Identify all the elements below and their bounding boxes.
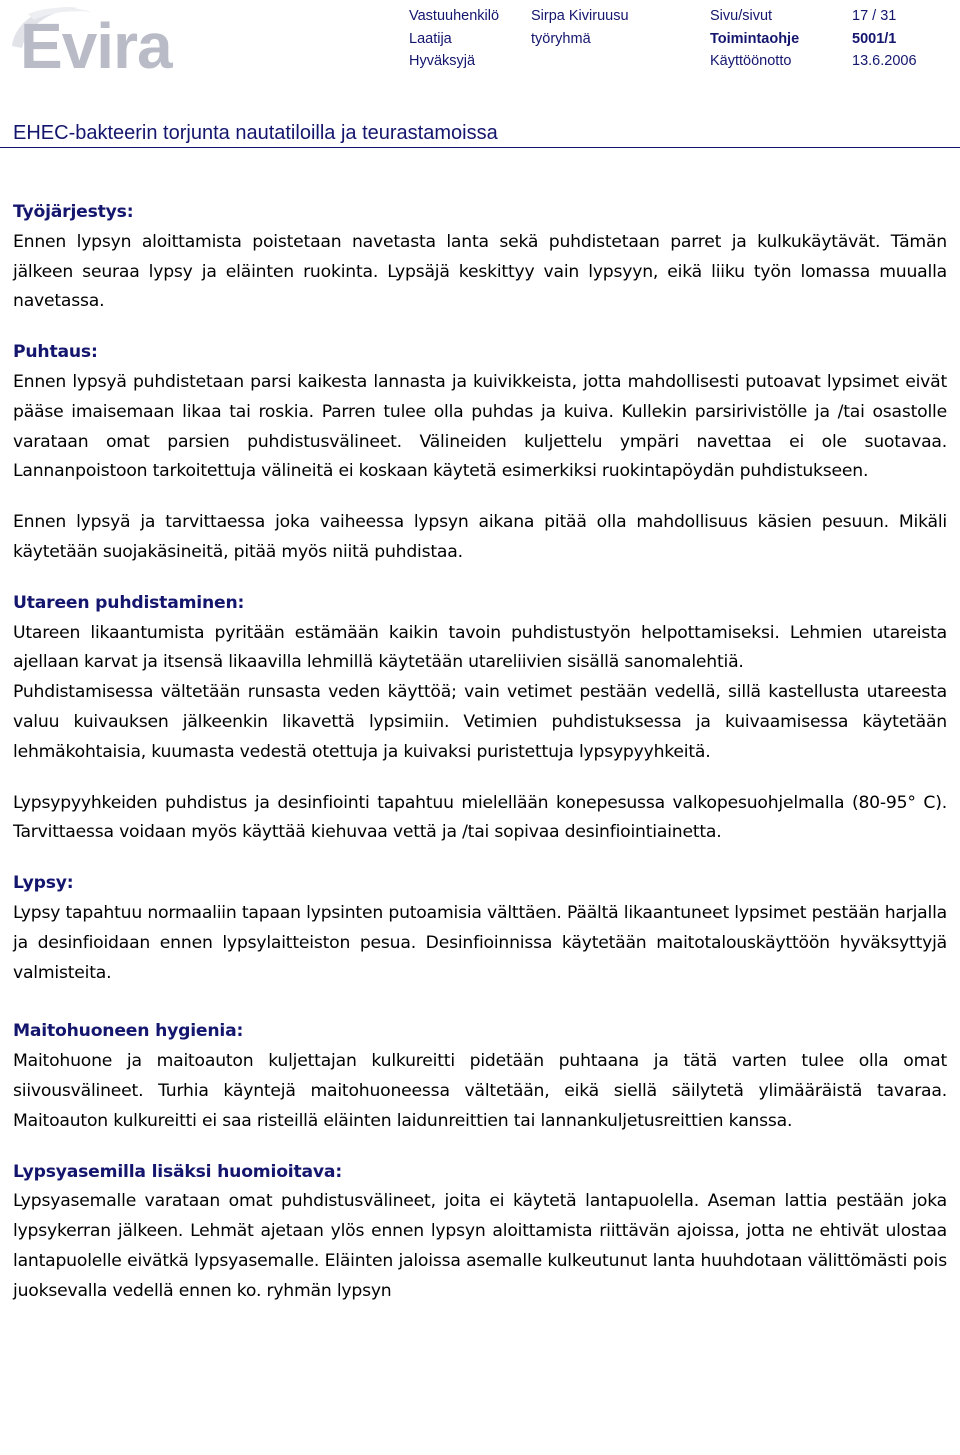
header-value-responsible: Sirpa Kiviruusu [531, 8, 629, 24]
section-body-puhtaus-2: Ennen lypsyä ja tarvittaessa joka vaiheessa lypsyn aikana pitää olla mahdollisuus käsien pesuun. Mikäli käytetään suojakäsineitä, pitää myös niitä puhdistaa. [13, 512, 947, 562]
section-heading-tyojarjestys: Työjärjestys: [13, 202, 134, 222]
document-body [13, 198, 947, 1307]
section-heading-puhtaus: Puhtaus: [13, 342, 98, 363]
logo-wordmark: Evira [20, 10, 172, 78]
header-label-effective: Käyttöönotto [710, 53, 792, 69]
document-title: EHEC-bakteerin torjunta nautatiloilla ja teurastamoissa [13, 122, 498, 144]
header-label-responsible: Vastuuhenkilö [409, 8, 500, 24]
header-label-author: Laatija [409, 31, 452, 47]
header-doc-type: Toimintaohje [710, 31, 800, 47]
section-body-utareen-3: Lypsypyyhkeiden puhdistus ja desinfiointi tapahtuu mielellään konepesussa valkopesuohjelmalla (80-95° C). Tarvittaessa voidaan myös käyttää kiehuvaa vettä ja /tai sopivaa desinfiointiainetta. [13, 792, 947, 843]
section-body-lypsyasema: Lypsyasemalle varataan omat puhdistusvälineet, joita ei käytetä lantapuolella. Aseman lattia pestään joka lypsykerran jälkeen. Lehmät ajetaan ylös ennen lypsyn aloittamista riittävän ajoissa, jotta ne ehtivät ulostaa lantapuolelle eivätkä lypsyasemalle. Eläinten jaloissa asemalle kulkeutunut lanta huuhdotaan välittömästi pois juoksevalla vedellä ennen ko. ryhmän lypsyn [13, 1191, 947, 1301]
section-body-puhtaus: Ennen lypsyä puhdistetaan parsi kaikesta lannasta ja kuivikkeista, jotta mahdollisesti putoavat lypsimet eivät pääse imaisemaan likaa tai roskia. Parren tulee olla puhdas ja kuiva. Kullekin parsirivistölle ja /tai osastolle varataan omat parsien puhdistusvälineet. Välineiden kuljettelu ympäri navettaa ei ole suotavaa. Lannanpoistoon tarkoitettuja välineitä ei koskaan käytetä esimerkiksi ruokintapöydän puhdistukseen. [13, 371, 947, 482]
section-heading-lypsyasema: Lypsyasemilla lisäksi huomioitava: [13, 1161, 342, 1182]
section-body-utareen-2: Puhdistamisessa vältetään runsasta veden käyttöä; vain vetimet pestään vedellä, sillä kastellusta utareesta valuu kuivauksen jälkeenkin likavettä lypsimiin. Vetimien puhdistuksessa ja kuivaamisessa käytetään lehmäkohtaisia, kuumasta vedestä otettuja ja kuivaksi puristettuja lypsypyyhkeitä. [13, 682, 947, 762]
section-heading-lypsy: Lypsy: [13, 873, 74, 894]
header-label-approver: Hyväksyjä [409, 53, 476, 69]
section-body-tyojarjestys: Ennen lypsyn aloittamista poistetaan navetasta lanta sekä puhdistetaan parret ja kulkukäytävät. Tämän jälkeen seuraa lypsy ja eläinten ruokinta. Lypsäjä keskittyy vain lypsyyn, eikä liiku työn lomassa muualla navetassa. [13, 231, 947, 312]
evira-logo [8, 2, 268, 78]
header-label-pages: Sivu/sivut [710, 8, 773, 24]
section-body-lypsy: Lypsy tapahtuu normaaliin tapaan lypsinten putoamisia välttäen. Päältä likaantuneet lypsimet pestään harjalla ja desinfioidaan ennen lypsylaitteiston pesua. Desinfioinnissa käytetään maitotalouskäyttöön hyväksyttyjä valmisteita. [13, 902, 947, 983]
header-doc-number: 5001/1 [852, 31, 897, 47]
header-value-author: työryhmä [531, 31, 591, 47]
section-body-utareen: Utareen likaantumista pyritään estämään kaikin tavoin puhdistustyön helpottamiseksi. Lehmien utareista ajellaan karvat ja itsensä likaavilla lehmillä käytetään utareliivien sisällä sanomalehtiä. [13, 622, 947, 673]
header-divider [0, 147, 960, 148]
section-body-maitohuone: Maitohuone ja maitoauton kuljettajan kulkureitti pidetään puhtaana ja tätä varten tulee olla omat siivousvälineet. Turhia käyntejä maitohuoneessa vältetään, eikä siellä säilytetä ylimääräistä tavaraa. Maitoauton kulkureitti ei saa risteillä eläinten laidunreittien tai lannankuljetusreittien kanssa. [13, 1051, 947, 1131]
header-value-effective: 13.6.2006 [852, 53, 917, 69]
section-heading-utareen: Utareen puhdistaminen: [13, 592, 245, 613]
header-value-pages: 17 / 31 [852, 8, 897, 24]
section-heading-maitohuone: Maitohuoneen hygienia: [13, 1021, 244, 1042]
